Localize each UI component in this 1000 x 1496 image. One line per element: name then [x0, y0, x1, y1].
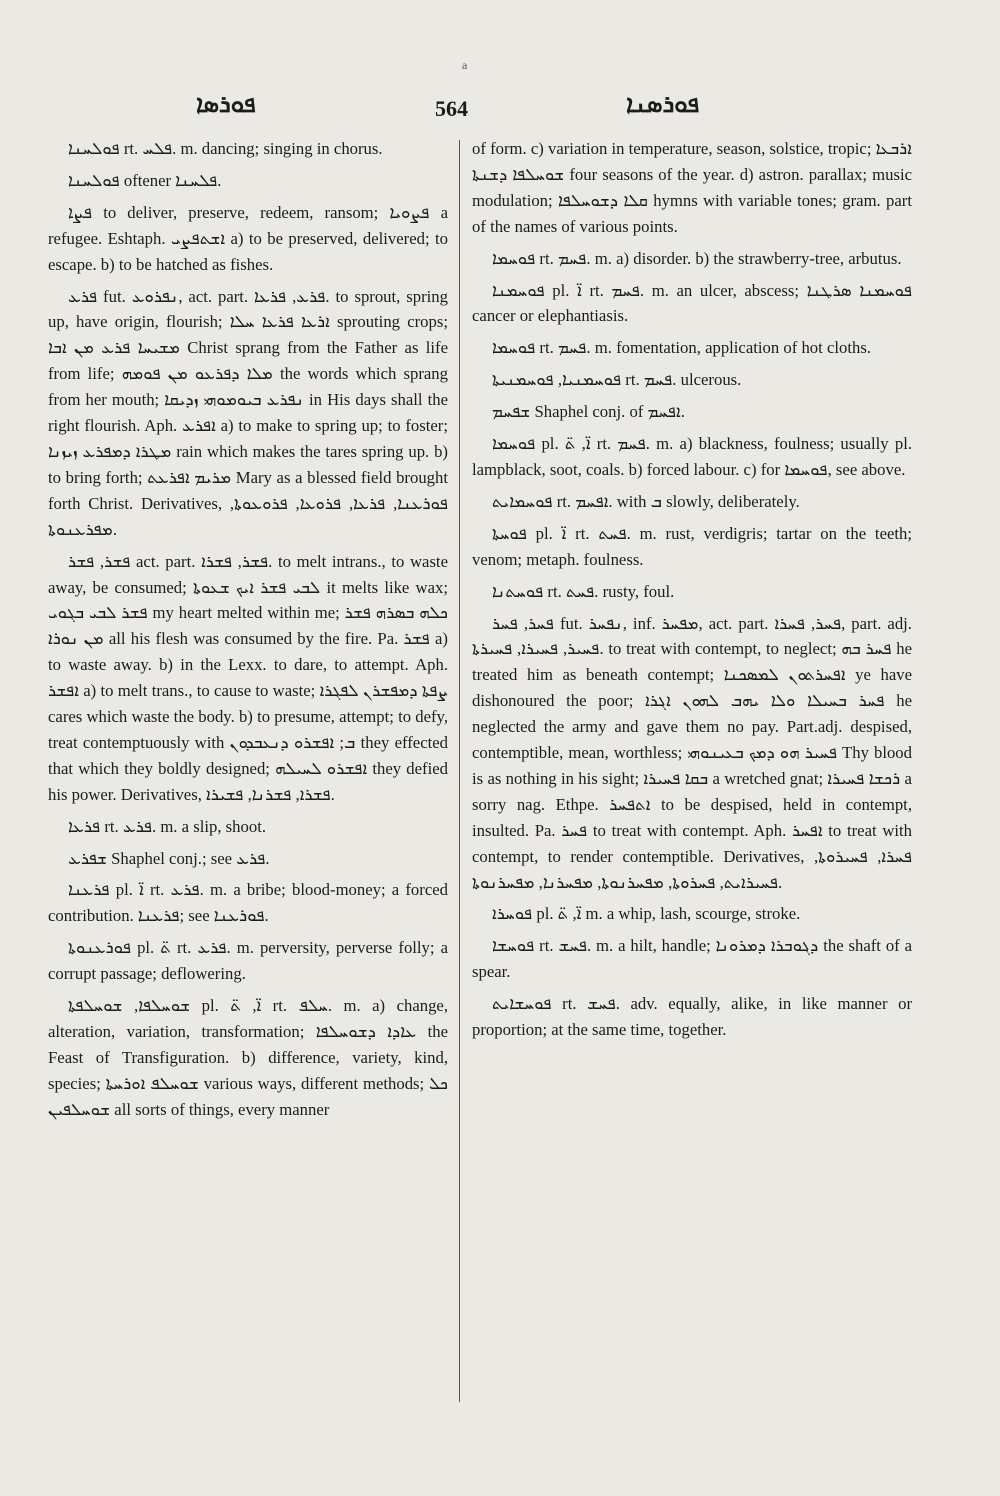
right-column — [472, 136, 912, 1049]
signature-mark: a — [462, 58, 468, 72]
running-header — [0, 90, 1000, 130]
dictionary-entry: ܦܘܚܫܐ rt. ܦܚܫ. m. a hilt, handle; ܕܓܘܒܪܐ ܕܡܪܘܢܐ the shaft of a spear. — [472, 936, 912, 982]
dictionary-entry: ܦܪܥܐ rt. ܦܪܥ. m. a slip, shoot. — [68, 816, 267, 836]
dictionary-entry: ܦܘܚܡܐ rt. ܦܚܡ. m. a) disorder. b) the strawberry-tree, arbutus. — [492, 248, 902, 268]
dictionary-entry: ܫܦܪܥ Shaphel conj.; see ܦܪܥ. — [68, 848, 270, 868]
dictionary-entry: ܦܘܚܫܐܝܬ rt. ܦܚܫ. adv. equally, alike, in like manner or proportion; at the same time, together. — [472, 994, 912, 1040]
dictionary-entry: ܦܫܪ, ܦܫܪ act. part. ܦܫܪ, ܦܫܪܐ. to melt intrans., to waste away, be consumed; ܠܒܝ ܦܫܪ ܐܝܟ ܫܥܘܬܐ it melts like wax; ܦܫܪ ܠܒܝ ܒܓܘܝ my heart melted within me; ܟܠܗ ܒܣܪܗ ܦܫܪ ܡܢ ܢܘܪܐ all his flesh was consumed by the fire. Pa. ܦܫܪ a) to waste away. b) in the Lexx. to dare, to attempt. Aph. ܐܦܫܪ a) to melt trans., to cause to waste; ܨܦܬܐ ܕܡܦܫܪܢ ܠܦܓܪܐ cares which waste the body. b) to presume, attempt; to defy, treat contemptuously with ܒ; ܐܦܫܪܘ ܕܢܥܒܕܘܢ they effected that which they boldly designed; ܐܦܫܪܘ ܠܚܝܠܗ they defied his power. Derivatives, ܦܫܪܐ, ܦܫܪܢܐ, ܦܫܝܪܐ. — [48, 551, 449, 804]
dictionary-entry-continuation: of form. c) variation in temperature, season, solstice, tropic; ܐܪܒܥܐ ܫܘܚܠܦܐ ܕܫܢܬܐ four seasons of the year. d) astron. parallax; music modulation; ܩܠܐ ܕܫܘܚܠܦܐ hymns with variable tones; gram. part of the names of various points. — [472, 139, 912, 236]
dictionary-entry: ܦܘܠܚܢܐ oftener ܦܠܚܢܐ. — [68, 170, 222, 190]
dictionary-entry: ܦܚܪ, ܦܚܪ fut. ܢܦܚܪ, inf. ܡܦܚܪ, act. part. ܦܚܪ, ܦܚܪܐ, part. adj. ܦܚܝܪ, ܦܚܝܪܐ, ܦܚܝܪܬܐ. to treat with contempt, to neglect; ܦܚܪ ܒܗ he treated him as beneath contempt; ܐܦܚܪܬܘܢ ܠܡܣܟܢܐ ye have dishonoured the poor; ܦܚܪ ܒܚܝܠܐ ܘܠܐ ܝܗܒ ܠܗܘܢ ܐܓܪܐ he neglected the army and gave them no pay. Part.adj. despised, contemptible, mean, worthless; ܦܚܝܪ ܗܘ ܕܡܟ ܒܥܝܢܘܗܝ Thy blood is as nothing in his sight; ܒܩܐ ܦܚܝܪܐ a wretched gnat; ܪܟܫܐ ܦܚܝܪܐ a sorry nag. Ethpe. ܐܬܦܚܪ to be despised, held in contempt, insulted. Pa. ܦܚܪ to treat with contempt. Aph. ܐܦܚܪ to treat with contempt, to render contemptible. Derivatives, ܦܚܪܐ, ܦܚܝܪܘܬܐ, ܦܚܝܪܐܝܬ, ܦܚܪܘܬܐ, ܡܦܚܪܢܘܬܐ, ܡܦܚܪܢܐ, ܡܦܚܪܢܘܬܐ. — [472, 613, 913, 892]
dictionary-entry: ܦܘܚܡܢܐ pl. ܐ̈ rt. ܦܚܡ. m. an ulcer, abscess; ܦܘܚܡܢܐ ܣܪܛܢܐ cancer or elephantiasis. — [472, 280, 912, 326]
page-number: 564 — [435, 96, 468, 121]
dictionary-entry: ܦܨܐ to deliver, preserve, redeem, ransom; ܦܨܘܝܐ a refugee. Eshtaph. ܐܫܬܦܨܝ a) to be preserved, delivered; to escape. b) to be hatched as fishes. — [48, 202, 448, 274]
dictionary-entry: ܦܘܚܬܐ pl. ܐ̈ rt. ܦܚܬ. m. rust, verdigris; tartar on the teeth; venom; metaph. foulness. — [472, 523, 913, 569]
dictionary-entry: ܫܦܚܡ Shaphel conj. of ܐܦܚܡ. — [492, 402, 685, 422]
running-head-left: ܦܘܪܣܐ — [196, 90, 256, 118]
dictionary-entry: ܦܘܪܥܢܘܬܐ pl. ܬ̈ rt. ܦܪܥ. m. perversity, perverse folly; a corrupt passage; deflowering. — [48, 938, 448, 984]
dictionary-entry: ܦܪܥ fut. ܢܦܪܘܥ, act. part. ܦܪܥ, ܦܪܥܐ. to sprout, spring up, have origin, flourish; ܐܪܥܐ ܦܪܥܐ ܚܠܐ sprouting crops; ܡܫܝܚܐ ܦܪܥ ܡܢ ܐܒܐ Christ sprang from the Father as life from life; ܡܠܐ ܕܦܪܥܘ ܡܢ ܦܘܡܗ the words which sprang from her mouth; ܢܦܪܥ ܒܝܘܡܘܗܝ ܙܕܝܩܐ in His days shall the right flourish. Aph. ܐܦܪܥ a) to make to spring up; to foster; ܡܛܪܐ ܕܡܦܪܥ ܙܝܙܢܐ rain which makes the tares spring up. b) to bring forth; ܡܪܝܡ ܐܦܪܥܬ Mary as a blessed field brought forth Christ. Derivatives, ܦܘܪܥܢܐ, ܦܪܥܐ, ܦܪܘܥܐ, ܦܪܘܥܘܬܐ, ܡܦܪܥܢܘܬܐ. — [48, 286, 449, 539]
running-head-right: ܦܘܪܣܢܐ — [626, 90, 700, 118]
dictionary-entry: ܫܘܚܠܦܐ, ܫܘܚܠܦܬܐ pl. ܐ̈, ܬ̈ rt. ܚܠܦ. m. a) change, alteration, variation, transformation; ܥܐܕܐ ܕܫܘܚܠܦܐ the Feast of Transfiguration. b) difference, variety, kind, species; ܫܘܚܠܦ ܐܘܪܚܬܐ various ways, different methods; ܟܠ ܫܘܚܠܦܝܢ all sorts of things, every manner — [48, 996, 449, 1119]
dictionary-entry: ܦܘܚܡܐ rt. ܦܚܡ. m. fomentation, application of hot cloths. — [492, 338, 871, 358]
dictionary-entry: ܦܘܠܚܢܐ rt. ܦܠܚ. m. dancing; singing in chorus. — [68, 139, 383, 158]
dictionary-entry: ܦܘܚܡܐ pl. ܐ̈, ܬ̈ rt. ܦܚܡ. m. a) blackness, foulness; usually pl. lampblack, soot, coals. b) forced labour. c) for ܦܘܚܡܐ, see above. — [472, 434, 912, 479]
dictionary-entry: ܦܘܚܡܢܝܐ, ܦܘܚܡܢܝܬܐ rt. ܦܚܡ. ulcerous. — [492, 370, 742, 390]
column-divider — [459, 140, 460, 1402]
dictionary-entry: ܦܘܚܬܢܐ rt. ܦܚܬ. rusty, foul. — [492, 581, 675, 601]
dictionary-entry: ܦܘܚܪܐ pl. ܐ̈, ܬ̈ m. a whip, lash, scourge, stroke. — [492, 904, 801, 924]
dictionary-entry: ܦܘܚܡܐܝܬ rt. ܐܦܚܡ. with ܒ slowly, deliberately. — [492, 491, 800, 511]
dictionary-entry: ܦܪܥܢܐ pl. ܐ̈ rt. ܦܪܥ. m. a bribe; blood-money; a forced contribution. ܦܪܥܢܐ; see ܦܘܪܥܢܐ. — [48, 880, 448, 926]
left-column — [48, 136, 448, 1129]
